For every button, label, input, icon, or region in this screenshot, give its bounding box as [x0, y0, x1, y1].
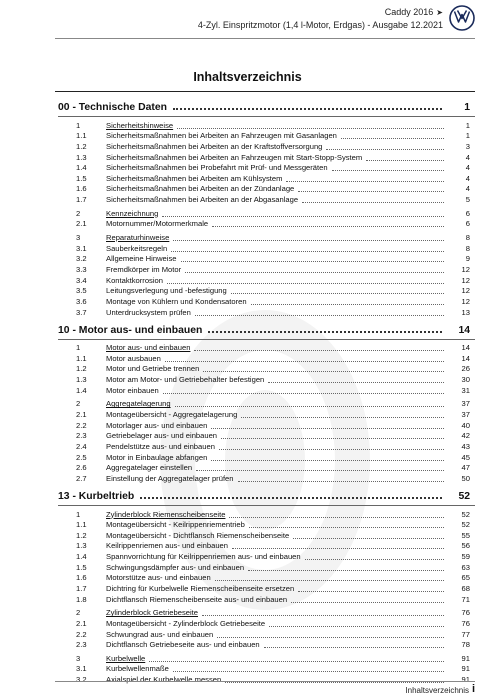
toc-entry[interactable] [58, 307, 475, 318]
entry-page: 59 [461, 552, 470, 562]
entry-title: Sicherheitsmaßnahmen bei Arbeiten an Fahrzeugen mit Start-Stopp-System [106, 152, 363, 162]
entry-page: 37 [461, 410, 470, 420]
entry-title: Schwingungsdämpfer aus- und einbauen [106, 562, 245, 572]
toc-entry[interactable] [58, 264, 475, 275]
entry-page: 8 [465, 243, 470, 253]
toc-entry[interactable] [58, 184, 475, 195]
entry-number: 1.6 [76, 184, 87, 194]
entry-title: Montage von Kühlern und Kondensatoren [106, 296, 247, 306]
header-divider [55, 38, 475, 39]
entry-page: 40 [461, 420, 470, 430]
entry-number: 1.3 [76, 375, 87, 385]
entry-number: 2.1 [76, 410, 87, 420]
section-number: 1 [76, 509, 81, 519]
dot-leader [173, 671, 444, 672]
entry-page: 4 [465, 163, 470, 173]
dot-leader [181, 261, 445, 262]
section-title: Kurbelwelle [106, 653, 146, 663]
entry-page: 12 [461, 286, 470, 296]
vw-logo [449, 5, 475, 31]
section-title: Zylinderblock Riemenscheibenseite [106, 509, 226, 519]
section-page: 52 [461, 509, 470, 519]
toc-entry[interactable] [58, 463, 475, 474]
entry-title: Sicherheitsmaßnahmen bei Arbeiten an der Kraftstoffversorgung [106, 141, 323, 151]
entry-page: 31 [461, 385, 470, 395]
section-page: 14 [461, 343, 470, 353]
entry-title: Einstellung der Aggregatelager prüfen [106, 473, 234, 483]
section-page: 8 [465, 233, 470, 243]
entry-page: 4 [465, 184, 470, 194]
entry-number: 1.4 [76, 552, 87, 562]
section-number: 1 [76, 120, 81, 130]
engine-subtitle: 4-Zyl. Einspritzmotor (1,4 l-Motor, Erdgas) - Ausgabe 12.2021 [197, 20, 443, 30]
toc-entry[interactable] [58, 141, 475, 152]
section-number: 2 [76, 608, 81, 618]
toc-section[interactable] [58, 509, 475, 520]
chapter-title: 13 - Kurbeltrieb [58, 490, 135, 502]
dot-leader [251, 304, 444, 305]
entry-page: 43 [461, 441, 470, 451]
entry-number: 1.2 [76, 364, 87, 374]
toc-entry[interactable] [58, 163, 475, 174]
toc-entry[interactable] [58, 473, 475, 484]
toc-entry[interactable] [58, 674, 475, 685]
section-page: 37 [461, 399, 470, 409]
entry-page: 6 [465, 219, 470, 229]
dot-leader [173, 108, 442, 110]
toc-entry[interactable] [58, 594, 475, 605]
section-title: Aggregatelagerung [106, 399, 171, 409]
toc-entry[interactable] [58, 520, 475, 531]
chapter-title: 10 - Motor aus- und einbauen [58, 324, 203, 336]
toc-entry[interactable] [58, 353, 475, 364]
entry-number: 3.7 [76, 307, 87, 317]
entry-number: 2.2 [76, 629, 87, 639]
entry-page: 91 [461, 664, 470, 674]
chapter-title: 00 - Technische Daten [58, 102, 167, 113]
entry-title: Allgemeine Hinweise [106, 254, 177, 264]
toc-section[interactable] [58, 120, 475, 131]
entry-page: 9 [465, 254, 470, 264]
entry-number: 3.6 [76, 296, 87, 306]
chapter-page: 52 [458, 490, 470, 502]
dot-leader [249, 527, 444, 528]
toc-entry[interactable] [58, 441, 475, 452]
dot-leader [173, 240, 444, 241]
entry-title: Kurbelwellenmaße [106, 664, 169, 674]
section-title: Motor aus- und einbauen [106, 343, 191, 353]
footer-divider [55, 681, 475, 682]
entry-title: Motor und Getriebe trennen [106, 364, 200, 374]
entry-title: Motornummer/Motormerkmale [106, 219, 209, 229]
entry-number: 2.4 [76, 441, 87, 451]
section-number: 3 [76, 233, 81, 243]
entry-number: 1.2 [76, 530, 87, 540]
entry-number: 1.1 [76, 131, 87, 141]
dot-leader [162, 216, 444, 217]
entry-title: Sicherheitsmaßnahmen bei Arbeiten am Kühlsystem [106, 173, 283, 183]
entry-title: Sicherheitsmaßnahmen bei Probefahrt mit Prüf- und Messgeräten [106, 163, 328, 173]
dot-leader [212, 226, 444, 227]
toc-entry[interactable] [58, 275, 475, 286]
section-title: Sicherheitshinweise [106, 120, 174, 130]
entry-title: Unterdrucksystem prüfen [106, 307, 191, 317]
dot-leader [195, 315, 444, 316]
toc-section[interactable] [58, 653, 475, 664]
toc-entry[interactable] [58, 219, 475, 230]
toc-entry[interactable] [58, 583, 475, 594]
dot-leader [217, 637, 444, 638]
entry-page: 12 [461, 264, 470, 274]
toc-section[interactable] [58, 608, 475, 619]
entry-page: 12 [461, 275, 470, 285]
entry-page: 42 [461, 431, 470, 441]
dot-leader [219, 449, 444, 450]
entry-page: 3 [465, 141, 470, 151]
entry-page: 4 [465, 173, 470, 183]
page-title: Inhaltsverzeichnis [193, 70, 302, 84]
entry-page: 68 [461, 583, 470, 593]
entry-title: Montageübersicht - Aggregatelagerung [106, 410, 238, 420]
dot-leader [177, 128, 444, 129]
entry-page: 76 [461, 618, 470, 628]
entry-title: Fremdkörper im Motor [106, 264, 182, 274]
toc-entry[interactable] [58, 562, 475, 573]
dot-leader [203, 371, 444, 372]
chapter-divider [58, 505, 475, 506]
entry-title: Motor einbauen [106, 385, 159, 395]
chapter-divider [58, 116, 475, 117]
chapter-page: 14 [458, 324, 470, 336]
dot-leader [225, 682, 444, 683]
chapter-page: 1 [464, 102, 470, 113]
dot-leader [175, 406, 444, 407]
toc-entry[interactable] [58, 664, 475, 675]
toc-entry[interactable] [58, 640, 475, 651]
toc-entry[interactable] [58, 385, 475, 396]
entry-title: Pendelstütze aus- und einbauen [106, 441, 215, 451]
entry-number: 1.7 [76, 583, 87, 593]
entry-page: 50 [461, 473, 470, 483]
entry-title: Motor am Motor- und Getriebehalter befestigen [106, 375, 265, 385]
section-page: 76 [461, 608, 470, 618]
dot-leader [241, 417, 444, 418]
dot-leader [211, 428, 444, 429]
entry-title: Keilrippenriemen aus- und einbauen [106, 541, 229, 551]
dot-leader [194, 350, 444, 351]
toc-section[interactable] [58, 208, 475, 219]
toc-entry[interactable] [58, 296, 475, 307]
dot-leader [305, 559, 444, 560]
entry-number: 3.1 [76, 664, 87, 674]
dot-leader [232, 548, 444, 549]
document-header [198, 6, 443, 32]
title-divider [55, 91, 475, 92]
entry-number: 3.2 [76, 254, 87, 264]
entry-page: 65 [461, 573, 470, 583]
section-title: Reparaturhinweise [106, 233, 170, 243]
dot-leader [163, 393, 444, 394]
section-number: 2 [76, 208, 81, 218]
entry-page: 47 [461, 463, 470, 473]
toc-entry[interactable] [58, 364, 475, 375]
entry-title: Sauberkeitsregeln [106, 243, 168, 253]
entry-title: Montageübersicht - Keilrippenriementrieb [106, 520, 245, 530]
entry-number: 1.2 [76, 141, 87, 151]
toc-entry[interactable] [58, 173, 475, 184]
toc-entry[interactable] [58, 541, 475, 552]
entry-title: Dichtring für Kurbelwelle Riemenscheibenseite ersetzen [106, 583, 295, 593]
toc-entry[interactable] [58, 131, 475, 142]
entry-number: 1.3 [76, 541, 87, 551]
toc-section[interactable] [58, 232, 475, 243]
entry-title: Motorstütze aus- und einbauen [106, 573, 211, 583]
dot-leader [268, 382, 444, 383]
entry-number: 1.7 [76, 195, 87, 205]
entry-number: 1.4 [76, 163, 87, 173]
entry-title: Sicherheitsmaßnahmen bei Arbeiten an der Abgasanlage [106, 195, 299, 205]
entry-number: 1.1 [76, 353, 87, 363]
toc-entry[interactable] [58, 431, 475, 442]
footer-page-number: i [471, 683, 475, 695]
dot-leader [269, 626, 444, 627]
model-name: Caddy 2016 [384, 7, 434, 17]
entry-page: 30 [461, 375, 470, 385]
entry-page: 1 [465, 131, 470, 141]
entry-page: 63 [461, 562, 470, 572]
toc-entry[interactable] [58, 629, 475, 640]
entry-number: 2.5 [76, 452, 87, 462]
entry-title: Motor ausbauen [106, 353, 161, 363]
section-number: 1 [76, 343, 81, 353]
entry-number: 1.4 [76, 385, 87, 395]
dot-leader [264, 647, 444, 648]
entry-page: 14 [461, 353, 470, 363]
entry-number: 2.3 [76, 431, 87, 441]
table-of-contents [58, 94, 475, 685]
toc-entry[interactable] [58, 286, 475, 297]
footer-label: Inhaltsverzeichnis [405, 686, 469, 695]
entry-page: 4 [465, 152, 470, 162]
dot-leader [185, 272, 444, 273]
section-title: Zylinderblock Getriebeseite [106, 608, 199, 618]
entry-title: Axialspiel der Kurbelwelle messen [106, 675, 222, 685]
toc-chapter[interactable] [58, 484, 475, 505]
dot-leader [171, 251, 444, 252]
entry-title: Montageübersicht - Zylinderblock Getriebeseite [106, 618, 266, 628]
toc-entry[interactable] [58, 152, 475, 163]
entry-title: Aggregatelager einstellen [106, 463, 193, 473]
section-number: 3 [76, 653, 81, 663]
entry-number: 3.1 [76, 243, 87, 253]
toc-entry[interactable] [58, 530, 475, 541]
entry-page: 77 [461, 629, 470, 639]
dot-leader [238, 481, 445, 482]
entry-number: 2.1 [76, 618, 87, 628]
dot-leader [231, 293, 444, 294]
entry-page: 13 [461, 307, 470, 317]
dot-leader [229, 517, 444, 518]
toc-section[interactable] [58, 399, 475, 410]
entry-page: 5 [465, 195, 470, 205]
entry-number: 2.1 [76, 219, 87, 229]
entry-page: 52 [461, 520, 470, 530]
arrow-right-icon: ➤ [436, 8, 443, 17]
entry-title: Dichtflansch Getriebeseite aus- und einbauen [106, 640, 260, 650]
chapter-divider [58, 339, 475, 340]
dot-leader [196, 470, 444, 471]
entry-page: 78 [461, 640, 470, 650]
toc-entry[interactable] [58, 420, 475, 431]
dot-leader [332, 170, 444, 171]
dot-leader [165, 361, 444, 362]
entry-title: Spannvorrichtung für Keilrippenriemen aus- und einbauen [106, 552, 301, 562]
entry-number: 1.1 [76, 520, 87, 530]
entry-title: Dichtflansch Riemenscheibenseite aus- und einbauen [106, 594, 288, 604]
entry-title: Leitungsverlegung und -befestigung [106, 286, 227, 296]
toc-entry[interactable] [58, 374, 475, 385]
section-number: 2 [76, 399, 81, 409]
entry-number: 1.8 [76, 594, 87, 604]
toc-entry[interactable] [58, 573, 475, 584]
model-line [198, 6, 443, 19]
entry-title: Sicherheitsmaßnahmen bei Arbeiten an Fahrzeugen mit Gasanlagen [106, 131, 337, 141]
dot-leader [140, 497, 442, 499]
entry-title: Motorlager aus- und einbauen [106, 420, 208, 430]
entry-number: 2.7 [76, 473, 87, 483]
entry-page: 55 [461, 530, 470, 540]
section-page: 6 [465, 208, 470, 218]
section-page: 91 [461, 653, 470, 663]
dot-leader [149, 661, 444, 662]
entry-number: 1.3 [76, 152, 87, 162]
entry-page: 12 [461, 296, 470, 306]
dot-leader [366, 160, 444, 161]
section-title: Kennzeichnung [106, 208, 159, 218]
section-page: 1 [465, 120, 470, 130]
dot-leader [298, 191, 444, 192]
entry-number: 2.6 [76, 463, 87, 473]
toc-chapter[interactable] [58, 318, 475, 339]
entry-number: 1.5 [76, 173, 87, 183]
entry-title: Sicherheitsmaßnahmen bei Arbeiten an der Zündanlage [106, 184, 295, 194]
entry-number: 1.6 [76, 573, 87, 583]
toc-entry[interactable] [58, 409, 475, 420]
entry-title: Getriebelager aus- und einbauen [106, 431, 218, 441]
dot-leader [221, 438, 444, 439]
entry-number: 3.3 [76, 264, 87, 274]
entry-page: 71 [461, 594, 470, 604]
toc-entry[interactable] [58, 551, 475, 562]
toc-entry[interactable] [58, 254, 475, 265]
entry-number: 2.2 [76, 420, 87, 430]
entry-title: Schwungrad aus- und einbauen [106, 629, 214, 639]
toc-chapter[interactable] [58, 95, 475, 116]
entry-page: 56 [461, 541, 470, 551]
entry-number: 1.5 [76, 562, 87, 572]
entry-title: Motor in Einbaulage abfangen [106, 452, 208, 462]
dot-leader [211, 460, 444, 461]
entry-page: 26 [461, 364, 470, 374]
dot-leader [291, 602, 444, 603]
toc-entry[interactable] [58, 243, 475, 254]
dot-leader [298, 591, 444, 592]
toc-section[interactable] [58, 343, 475, 354]
toc-entry[interactable] [58, 618, 475, 629]
dot-leader [341, 138, 444, 139]
dot-leader [302, 202, 444, 203]
entry-title: Montageübersicht - Dichtflansch Riemenscheibenseite [106, 530, 290, 540]
entry-number: 3.2 [76, 675, 87, 685]
dot-leader [215, 580, 444, 581]
dot-leader [202, 615, 444, 616]
dot-leader [293, 538, 444, 539]
entry-page: 45 [461, 452, 470, 462]
toc-entry[interactable] [58, 194, 475, 205]
entry-title: Kontaktkorrosion [106, 275, 163, 285]
dot-leader [167, 283, 444, 284]
dot-leader [326, 149, 444, 150]
entry-number: 2.3 [76, 640, 87, 650]
entry-number: 3.5 [76, 286, 87, 296]
dot-leader [248, 570, 444, 571]
toc-entry[interactable] [58, 452, 475, 463]
entry-number: 3.4 [76, 275, 87, 285]
entry-page: 91 [461, 675, 470, 685]
dot-leader [286, 181, 444, 182]
dot-leader [208, 331, 442, 333]
